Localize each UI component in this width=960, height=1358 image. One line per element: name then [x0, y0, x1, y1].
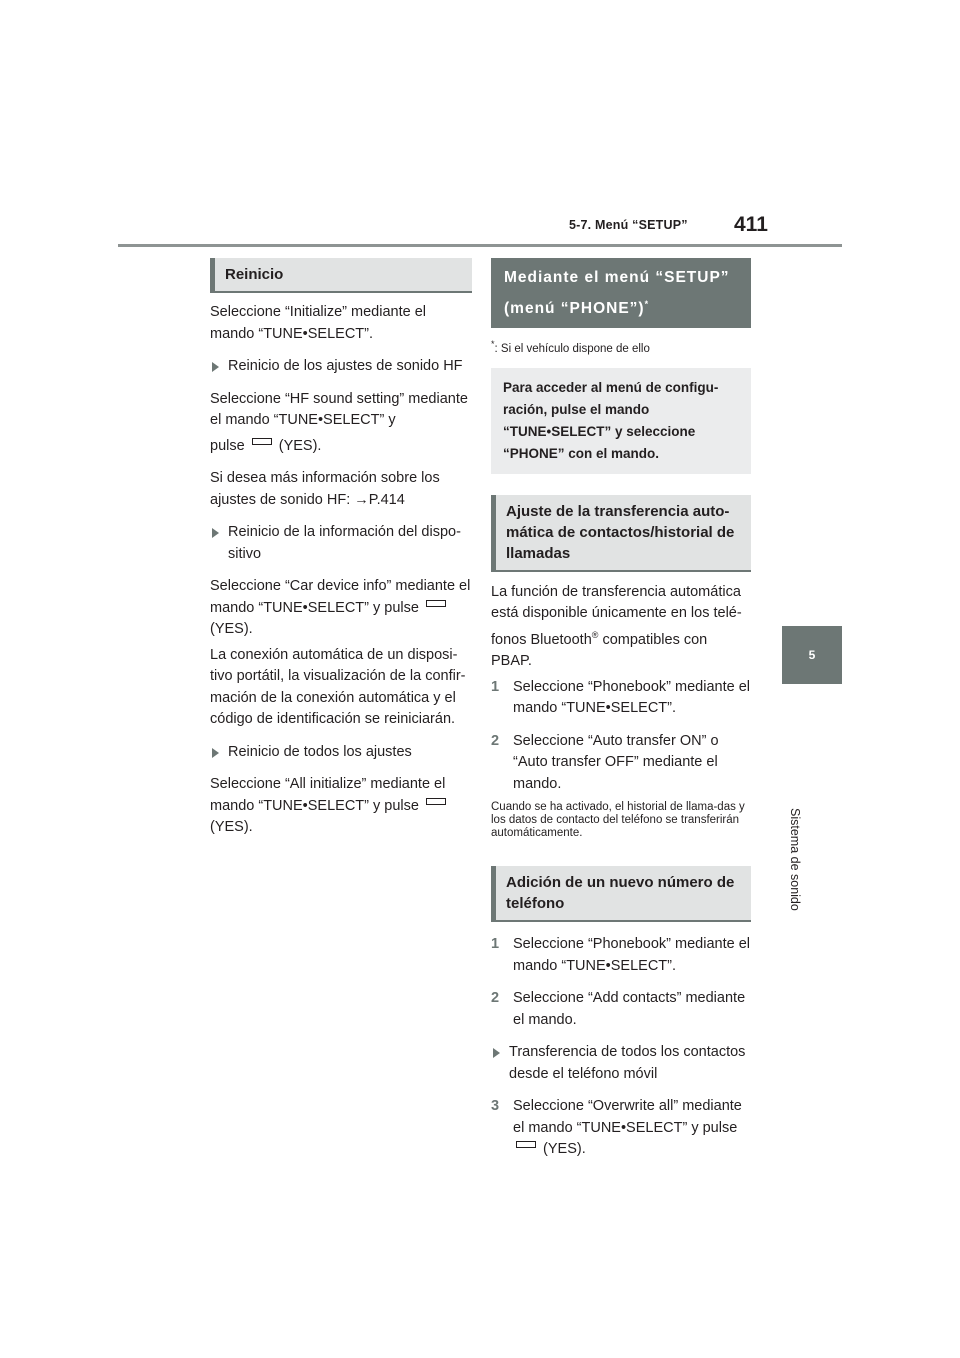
heading-reinicio: Reinicio	[210, 258, 472, 293]
triangle-bullet-icon	[493, 1048, 500, 1058]
step-item: 3 Seleccione “Overwrite all” mediante el mando “TUNE•SELECT” y pulse (YES).	[491, 1098, 742, 1158]
chapter-side-label: Sistema de sonido	[788, 808, 802, 911]
paragraph: Seleccione “Car device info” mediante el mando “TUNE•SELECT” y pulse (YES).	[210, 578, 471, 637]
chapter-tab	[782, 626, 842, 684]
step-item: 2 Seleccione “Auto transfer ON” o “Auto transfer OFF” mediante el mando.	[491, 732, 719, 792]
yes-button-icon	[252, 438, 272, 445]
triangle-bullet-icon	[212, 748, 219, 758]
bullet-item: Reinicio de la información del dispo-sitivo	[210, 522, 472, 565]
page-number: 411	[734, 213, 768, 236]
step-item: 1 Seleccione “Phonebook” mediante el mando “TUNE•SELECT”.	[491, 936, 750, 974]
bullet-item: Transferencia de todos los contactos desde el teléfono móvil	[491, 1042, 751, 1085]
paragraph: Seleccione “All initialize” mediante el mando “TUNE•SELECT” y pulse (YES).	[210, 776, 446, 835]
small-note: Cuando se ha activado, el historial de llama-das y los datos de contacto del teléfono se transferirán automáticamente.	[491, 801, 745, 840]
bullet-item: Reinicio de todos los ajustes	[210, 742, 472, 764]
paragraph: pulse (YES).	[210, 437, 322, 454]
paragraph: La conexión automática de un disposi-tivo portátil, la visualización de la confir-mación de la conexión automática y el código de identificación se reiniciarán.	[210, 646, 466, 727]
paragraph: Seleccione “HF sound setting” mediante el mando “TUNE•SELECT” y	[210, 390, 468, 428]
chapter-number: 5	[808, 648, 816, 662]
paragraph: La función de transferencia automática está disponible únicamente en los telé-fonos Bluetooth® compatibles con PBAP.	[491, 583, 742, 670]
footnote: *: Si el vehículo dispone de ello	[491, 339, 650, 355]
right-column	[491, 258, 751, 1172]
yes-button-icon	[426, 600, 446, 607]
paragraph: Seleccione “Initialize” mediante el mando “TUNE•SELECT”.	[210, 304, 426, 342]
triangle-bullet-icon	[212, 362, 219, 372]
bullet-item: Reinicio de los ajustes de sonido HF	[210, 356, 472, 378]
yes-button-icon	[426, 798, 446, 805]
heading-auto-transfer: Ajuste de la transferencia auto-mática de contactos/historial de llamadas	[491, 495, 751, 572]
paragraph: Si desea más información sobre los ajustes de sonido HF: →P.414	[210, 470, 440, 508]
section-title: 5-7. Menú “SETUP”	[569, 218, 688, 232]
left-column	[210, 258, 472, 850]
step-item: 1 Seleccione “Phonebook” mediante el mando “TUNE•SELECT”.	[491, 678, 750, 717]
access-note: Para acceder al menú de configu-ración, pulse el mando “TUNE•SELECT” y seleccione “PHONE” con el mando.	[491, 368, 751, 474]
heading-add-number: Adición de un nuevo número de teléfono	[491, 866, 751, 922]
header-rule	[118, 244, 842, 247]
triangle-bullet-icon	[212, 528, 219, 538]
step-item: 2 Seleccione “Add contacts” mediante el mando.	[491, 990, 746, 1028]
heading-setup-menu: Mediante el menú “SETUP” (menú “PHONE”)*	[491, 258, 751, 328]
yes-button-icon	[516, 1141, 536, 1148]
